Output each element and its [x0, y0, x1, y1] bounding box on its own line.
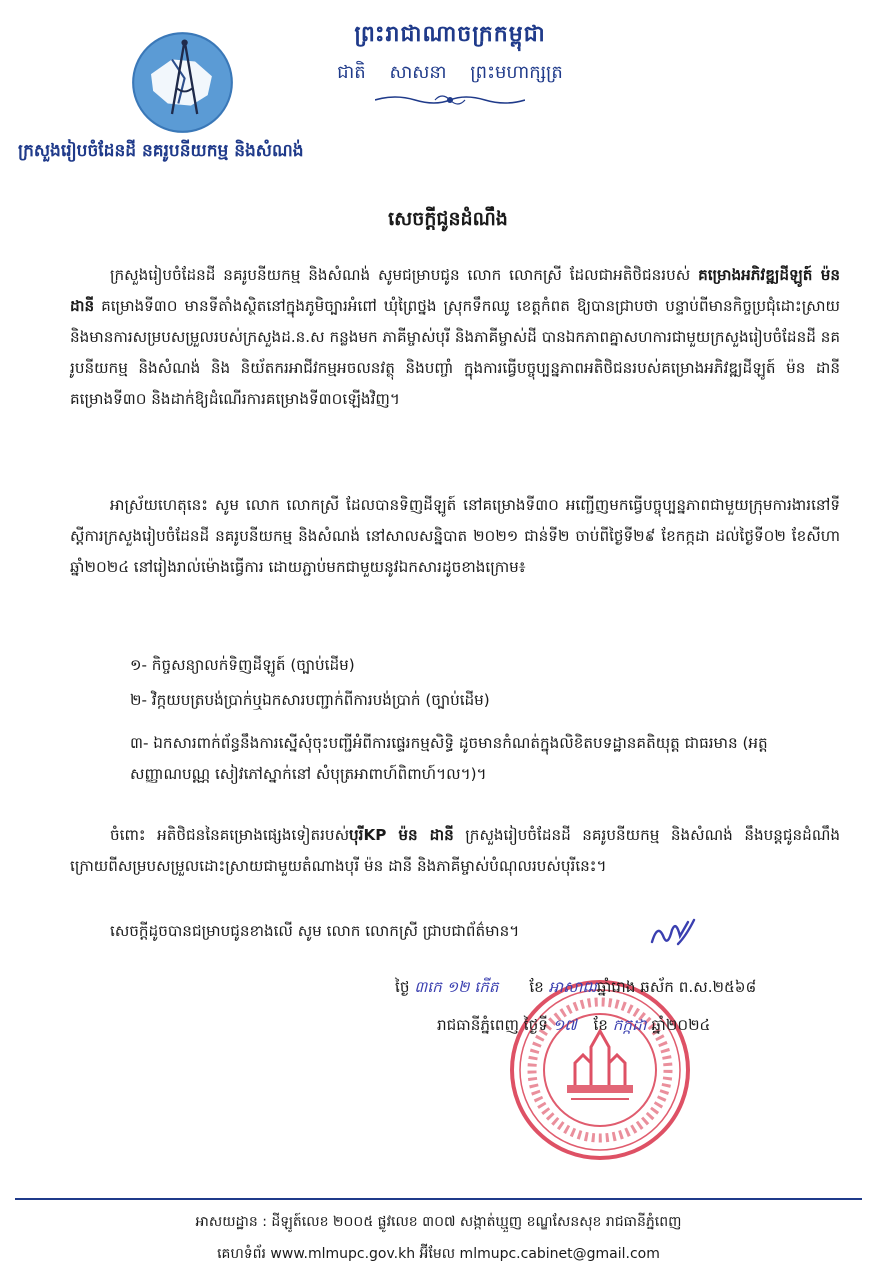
lunar-date-suffix: ឆ្នាំរោង ឆស័ក ព.ស.២៥៦៨ — [596, 978, 757, 996]
closing-text: សេចក្តីដូចបានជម្រាបជូនខាងលើ សូម លោក លោកស្រី ជ្រាបជាព័ត៌មាន។ — [110, 922, 520, 940]
solar-month-label: ខែ — [593, 1016, 608, 1034]
ministry-name: ក្រសួងរៀបចំដែនដី នគរូបនីយកម្ម និងសំណង់ — [18, 141, 304, 161]
developer-name: បុរីKP — [349, 826, 387, 844]
lunar-month-handwritten: អាសាឍ — [548, 978, 597, 996]
intro-text: ក្រសួងរៀបចំដែនដី នគរូបនីយកម្ម និងសំណង់ សូមជម្រាបជូន លោក លោកស្រី ដែលជាអតិថិជនរបស់ — [110, 266, 691, 284]
lunar-month-label: ខែ — [529, 978, 544, 996]
initials-signature-icon — [648, 916, 698, 950]
other-clients-text-continued: ក្រសួងរៀបចំដែនដី នគរូបនីយកម្ម និងសំណង់ នឹងបន្តជូនដំណឹងក្រោយពីសម្របសម្រួលដោះស្រាយជាមួយតំណាងបុរី ម៉ន ដានី និងភាគីម្ចាស់បំណុលរបស់បុរីនេះ។ — [70, 826, 840, 875]
ornament-divider-icon — [375, 92, 525, 108]
project-name: គម្រោងអភិវឌ្ឍដីឡូត៍ ម៉ន ដានី — [70, 266, 841, 315]
footer-divider — [15, 1198, 862, 1200]
kingdom-title: ព្រះរាជាណាចក្រកម្ពុជា — [354, 22, 546, 47]
document-title: សេចក្តីជូនដំណឹង — [388, 208, 508, 230]
ministry-logo-icon — [130, 30, 235, 135]
solar-month-handwritten: កក្កដា — [612, 1016, 647, 1034]
lunar-date-prefix: ថ្ងៃ — [395, 978, 410, 996]
list-item: ៣- ឯកសារពាក់ព័ន្ធនឹងការស្នើសុំចុះបញ្ជីអំពីការផ្ទេរកម្មសិទ្ធិ ដូចមានកំណត់ក្នុងលិខិតបទដ្ឋានគតិយុត្ត ជាធរមាន (អត្តសញ្ញាណបណ្ណ សៀវភៅស្នាក់នៅ សំបុត្រអាពាហ៍ពិពាហ៍។ល។)។ — [130, 734, 768, 783]
paragraph-other-clients — [70, 820, 840, 882]
list-item: ១- កិច្ចសន្យាលក់ទិញដីឡូត៍ (ច្បាប់ដើម) — [130, 656, 355, 674]
lunar-date-line — [395, 972, 845, 1002]
paragraph-closing — [70, 916, 840, 947]
official-seal-icon — [505, 975, 695, 1165]
paragraph-instructions — [70, 490, 840, 583]
national-motto: ជាតិ សាសនា ព្រះមហាក្សត្រ — [337, 62, 563, 83]
solar-date-prefix: រាជធានីភ្នំពេញ ថ្ងៃទី — [437, 1016, 548, 1034]
paragraph-intro — [70, 260, 840, 415]
solar-year: ឆ្នាំ២០២៤ — [651, 1016, 711, 1034]
solar-day-handwritten: ១៧ — [552, 1016, 577, 1034]
instructions-text: អាស្រ័យហេតុនេះ សូម លោក លោកស្រី ដែលបានទិញដីឡូត៍ នៅគម្រោងទី៣០ អញ្ជើញមកធ្វើបច្ចុប្បន្នភាពជាមួយក្រុមការងារនៅទីស្តីការក្រសួងរៀបចំដែនដី នគរូបនីយកម្ម និងសំណង់ នៅសាលសន្និបាត ២០២១ ជាន់ទី២ ចាប់ពីថ្ងៃទី២៩ ខែកក្កដា ដល់ថ្ងៃទី០២ ខែសីហា ឆ្នាំ២០២៤ នៅរៀងរាល់ម៉ោងធ្វើការ ដោយភ្ជាប់មកជាមួយនូវឯកសារដូចខាងក្រោម៖ — [70, 496, 840, 576]
footer-address: អាសយដ្ឋាន : ដីឡូត៍លេខ ២០០៥ ផ្លូវលេខ ៣០៧ សង្កាត់ឃ្មួញ ខណ្ឌសែនសុខ រាជធានីភ្នំពេញ — [195, 1214, 682, 1230]
intro-text-continued: គម្រោងទី៣០ មានទីតាំងស្ថិតនៅក្នុងភូមិច្បារអំពៅ ឃុំព្រៃថ្នង ស្រុកទឹកឈូ ខេត្តកំពត ឱ្យបានជ្រាបថា បន្ទាប់ពីមានកិច្ចប្រជុំដោះស្រាយនិងមានការសម្របសម្រួលរបស់ក្រសួងដ.ន.ស កន្លងមក ភាគីម្ចាស់បុរី និងភាគីម្ចាស់ដី បានឯកភាពគ្នាសហការជាមួយក្រសួងរៀបចំដែនដី នគរូបនីយកម្ម និងសំណង់ និង និយ័តករអាជីវកម្មអចលនវត្ថុ និងបញ្ចាំ ក្នុងការធ្វើបច្ចុប្បន្នភាពអតិថិជនរបស់គម្រោងអភិវឌ្ឍដីឡូត៍ ម៉ន ដានី គម្រោងទី៣០ និងដាក់ឱ្យដំណើរការគម្រោងទី៣០ឡើងវិញ។ — [70, 297, 840, 408]
lunar-day-handwritten: ៣កេ ១២ កើត — [414, 978, 499, 996]
solar-date-line — [437, 1010, 857, 1040]
other-clients-text: ចំពោះ អតិថិជននៃគម្រោងផ្សេងទៀតរបស់ — [110, 826, 350, 844]
developer-name-suffix: ម៉ន ដានី — [386, 826, 454, 844]
list-item: ២- វិក្កយបត្របង់ប្រាក់ឬឯកសារបញ្ជាក់ពីការបង់ប្រាក់ (ច្បាប់ដើម) — [130, 691, 490, 709]
footer-contact: គេហទំព័រ www.mlmupc.gov.kh អ៊ីមែល mlmupc.cabinet@gmail.com — [217, 1246, 660, 1262]
